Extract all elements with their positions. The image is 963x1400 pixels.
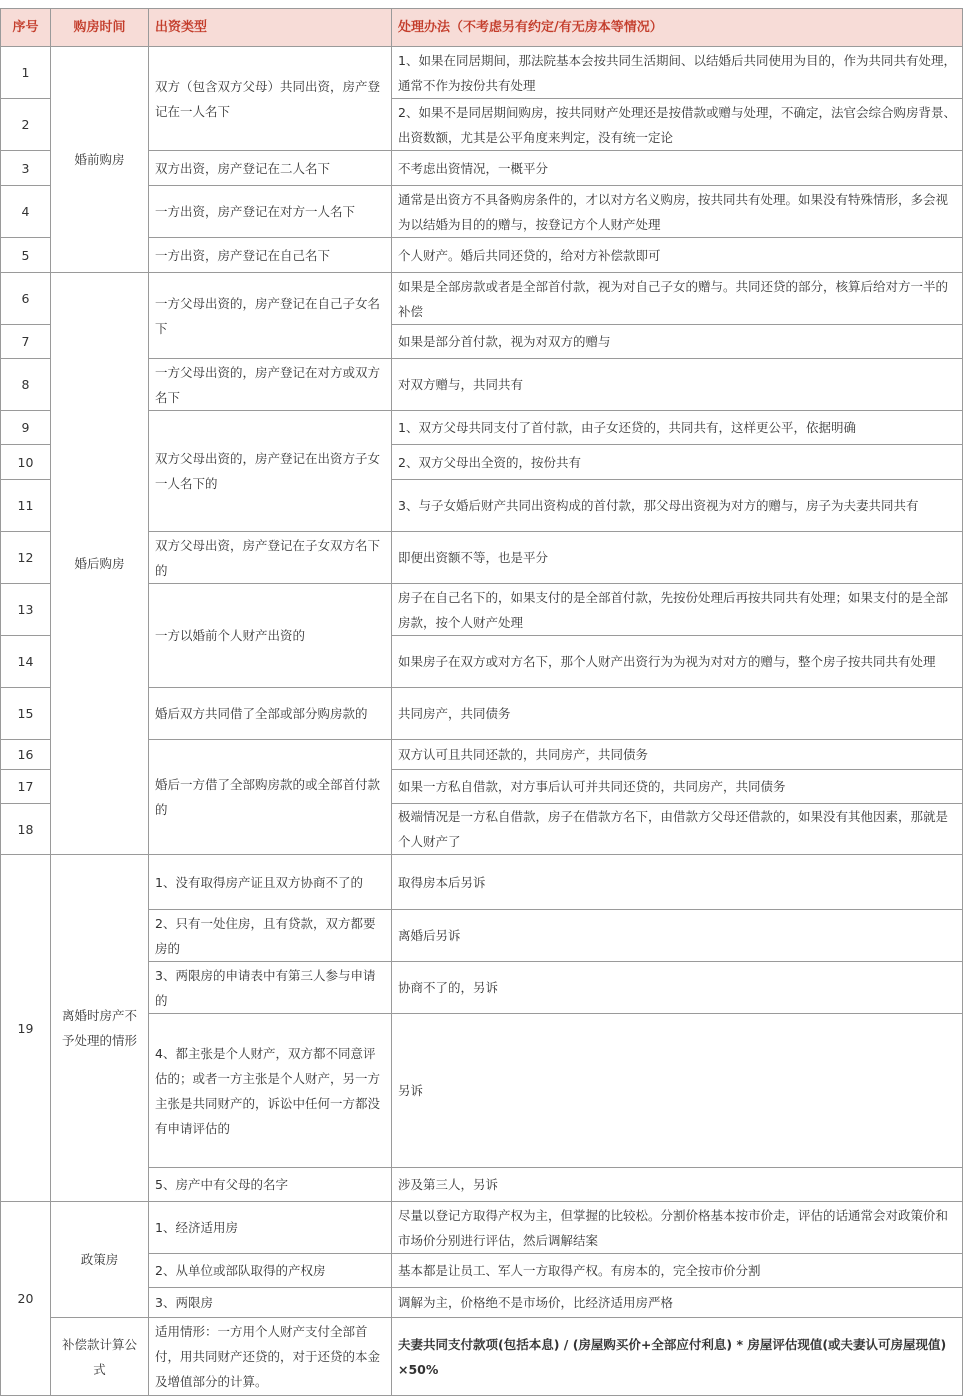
row-method: 2、双方父母出全资的，按份共有 — [392, 445, 963, 480]
row-method: 如果是全部房款或者是全部首付款，视为对自己子女的赠与。共同还贷的部分，核算后给对方一半的补偿 — [392, 273, 963, 325]
row-type: 双方父母出资，房产登记在子女双方名下的 — [149, 532, 392, 584]
row-no: 2 — [1, 99, 51, 151]
row-method: 3、与子女婚后财产共同出资构成的首付款，那父母出资视为对方的赠与，房子为夫妻共同共有 — [392, 480, 963, 532]
housing-division-table — [0, 8, 963, 1396]
group-premarital: 婚前购房 — [51, 47, 149, 273]
row-type: 一方出资，房产登记在对方一人名下 — [149, 186, 392, 238]
row-method: 极端情况是一方私自借款，房子在借款方名下，由借款方父母还借款的，如果没有其他因素，那就是个人财产了 — [392, 804, 963, 855]
row-no: 8 — [1, 359, 51, 411]
row-method: 对双方赠与，共同共有 — [392, 359, 963, 411]
row-type: 3、两限房 — [149, 1288, 392, 1318]
row-method: 不考虑出资情况，一概平分 — [392, 151, 963, 186]
row-type: 一方父母出资的，房产登记在对方或双方名下 — [149, 359, 392, 411]
header-type: 出资类型 — [149, 9, 392, 47]
row-method: 通常是出资方不具备购房条件的，才以对方名义购房，按共同共有处理。如果没有特殊情形，多会视为以结婚为目的的赠与，按登记方个人财产处理 — [392, 186, 963, 238]
row-no: 4 — [1, 186, 51, 238]
row-no: 19 — [1, 855, 51, 1202]
row-method: 如果房子在双方或对方名下，那个人财产出资行为为视为对对方的赠与，整个房子按共同共有处理 — [392, 636, 963, 688]
row-method: 即便出资额不等，也是平分 — [392, 532, 963, 584]
row-type: 适用情形：一方用个人财产支付全部首付，用共同财产还贷的，对于还贷的本金及增值部分的计算。 — [149, 1318, 392, 1396]
row-method: 另诉 — [392, 1014, 963, 1168]
row-type: 2、从单位或部队取得的产权房 — [149, 1254, 392, 1288]
row-method: 如果一方私自借款，对方事后认可并共同还贷的，共同房产，共同债务 — [392, 770, 963, 804]
group-postmarital: 婚后购房 — [51, 273, 149, 855]
row-type: 1、经济适用房 — [149, 1202, 392, 1254]
row-method: 调解为主，价格绝不是市场价，比经济适用房严格 — [392, 1288, 963, 1318]
row-method: 2、如果不是同居期间购房，按共同财产处理还是按借款或赠与处理，不确定，法官会综合购房背景、出资数额，尤其是公平角度来判定，没有统一定论 — [392, 99, 963, 151]
row-no: 15 — [1, 688, 51, 740]
row-method: 共同房产，共同债务 — [392, 688, 963, 740]
row-no: 17 — [1, 770, 51, 804]
row-no: 16 — [1, 740, 51, 770]
table-row — [1, 1318, 963, 1396]
row-method: 如果是部分首付款，视为对双方的赠与 — [392, 325, 963, 359]
row-no: 9 — [1, 411, 51, 445]
table-header-row — [1, 9, 963, 47]
group-formula: 补偿款计算公式 — [51, 1318, 149, 1396]
row-type: 一方以婚前个人财产出资的 — [149, 584, 392, 688]
group-policy: 政策房 — [51, 1202, 149, 1318]
row-type: 一方出资，房产登记在自己名下 — [149, 238, 392, 273]
header-method: 处理办法（不考虑另有约定/有无房本等情况） — [392, 9, 963, 47]
row-method: 1、双方父母共同支付了首付款，由子女还贷的，共同共有，这样更公平，依据明确 — [392, 411, 963, 445]
table-row — [1, 273, 963, 325]
table-row — [1, 855, 963, 910]
row-no: 7 — [1, 325, 51, 359]
row-method: 离婚后另诉 — [392, 910, 963, 962]
row-method: 涉及第三人，另诉 — [392, 1168, 963, 1202]
row-type: 双方出资，房产登记在二人名下 — [149, 151, 392, 186]
header-no: 序号 — [1, 9, 51, 47]
row-type: 双方（包含双方父母）共同出资，房产登记在一人名下 — [149, 47, 392, 151]
row-method: 尽量以登记方取得产权为主，但掌握的比较松。分割价格基本按市价走，评估的话通常会对政策价和市场价分别进行评估，然后调解结案 — [392, 1202, 963, 1254]
row-type: 婚后双方共同借了全部或部分购房款的 — [149, 688, 392, 740]
row-no: 10 — [1, 445, 51, 480]
row-type: 4、都主张是个人财产，双方都不同意评估的；或者一方主张是个人财产，另一方主张是共同财产的，诉讼中任何一方都没有申请评估的 — [149, 1014, 392, 1168]
row-method: 1、如果在同居期间，那法院基本会按共同生活期间、以结婚后共同使用为目的，作为共同共有处理，通常不作为按份共有处理 — [392, 47, 963, 99]
row-type: 3、两限房的申请表中有第三人参与申请的 — [149, 962, 392, 1014]
row-no: 12 — [1, 532, 51, 584]
row-no: 3 — [1, 151, 51, 186]
row-no: 14 — [1, 636, 51, 688]
row-type: 双方父母出资的，房产登记在出资方子女一人名下的 — [149, 411, 392, 532]
formula-text: 夫妻共同支付款项(包括本息) / (房屋购买价+全部应付利息) * 房屋评估现值(或夫妻认可房屋现值)×50% — [392, 1318, 963, 1396]
row-no: 13 — [1, 584, 51, 636]
row-no: 20 — [1, 1202, 51, 1396]
row-method: 基本都是让员工、军人一方取得产权。有房本的，完全按市价分割 — [392, 1254, 963, 1288]
row-type: 1、没有取得房产证且双方协商不了的 — [149, 855, 392, 910]
row-no: 11 — [1, 480, 51, 532]
table-row — [1, 1202, 963, 1254]
housing-division-table-wrapper — [0, 8, 963, 1396]
row-method: 房子在自己名下的，如果支付的是全部首付款，先按份处理后再按共同共有处理；如果支付的是全部房款，按个人财产处理 — [392, 584, 963, 636]
row-type: 一方父母出资的，房产登记在自己子女名下 — [149, 273, 392, 359]
row-no: 5 — [1, 238, 51, 273]
row-method: 取得房本后另诉 — [392, 855, 963, 910]
row-no: 6 — [1, 273, 51, 325]
row-method: 协商不了的，另诉 — [392, 962, 963, 1014]
row-no: 18 — [1, 804, 51, 855]
row-method: 双方认可且共同还款的，共同房产，共同债务 — [392, 740, 963, 770]
table-row — [1, 47, 963, 99]
row-method: 个人财产。婚后共同还贷的，给对方补偿款即可 — [392, 238, 963, 273]
row-no: 1 — [1, 47, 51, 99]
row-type: 婚后一方借了全部购房款的或全部首付款的 — [149, 740, 392, 855]
group-divorce: 离婚时房产不予处理的情形 — [51, 855, 149, 1202]
header-time: 购房时间 — [51, 9, 149, 47]
row-type: 5、房产中有父母的名字 — [149, 1168, 392, 1202]
row-type: 2、只有一处住房，且有贷款，双方都要房的 — [149, 910, 392, 962]
